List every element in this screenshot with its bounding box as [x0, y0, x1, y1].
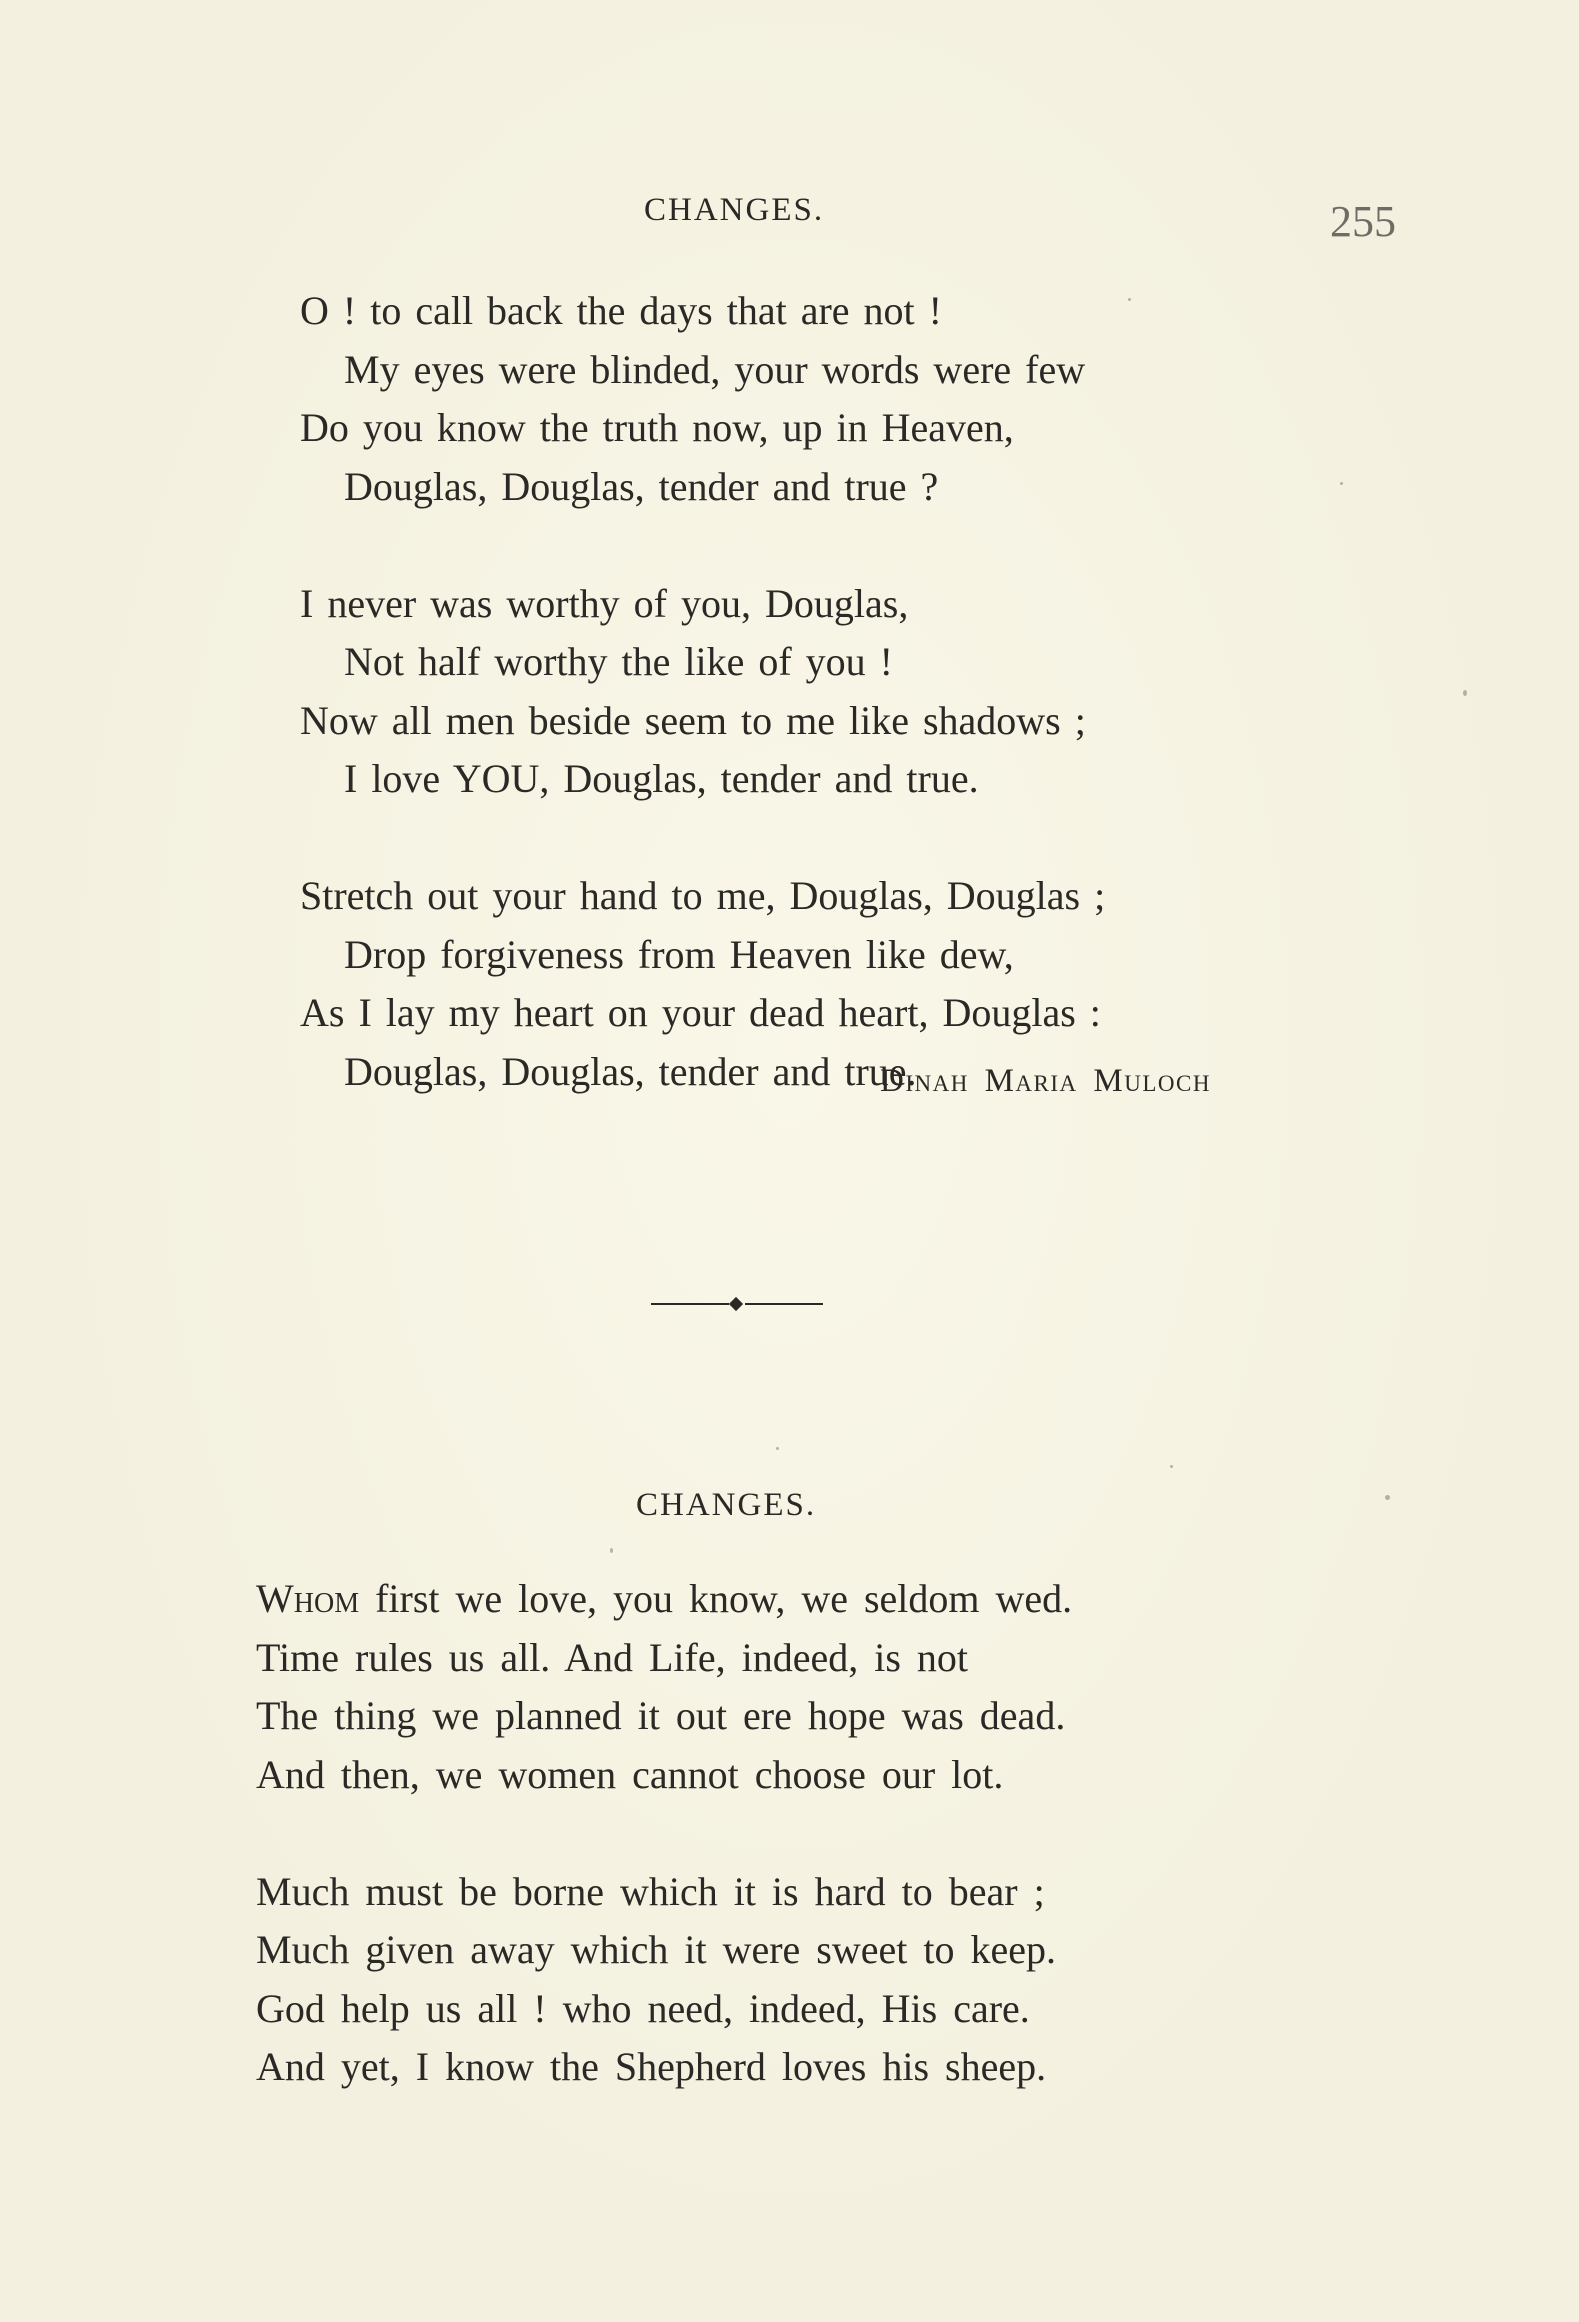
poem-line: Drop forgiveness from Heaven like dew,: [344, 931, 1014, 977]
stanza-break: [300, 809, 1105, 868]
poem-line: And yet, I know the Shepherd loves his sheep.: [256, 2044, 1047, 2089]
stanza-break: [256, 1804, 1072, 1863]
poem-first-word: Whom: [256, 1576, 360, 1621]
poem-line: Time rules us all. And Life, indeed, is not: [256, 1634, 969, 1680]
divider-rule-right: [745, 1303, 823, 1305]
poem-line: Much given away which it were sweet to keep.: [256, 1927, 1056, 1972]
section-divider: [651, 1298, 823, 1310]
poem-line: God help us all ! who need, indeed, His care.: [256, 1985, 1030, 2031]
paper-speck: [1463, 690, 1467, 696]
paper-speck: [776, 1447, 779, 1450]
divider-rule-left: [651, 1303, 729, 1305]
poem-line: O ! to call back the days that are not !: [300, 288, 942, 333]
poem-line: I love YOU, Douglas, tender and true.: [344, 756, 979, 801]
poem-line: I never was worthy of you, Douglas,: [300, 580, 909, 626]
poem-line: And then, we women cannot choose our lot.: [256, 1751, 1004, 1797]
author-signature: Dinah Maria Muloch: [880, 1063, 1211, 1099]
poem-line: Much must be borne which it is hard to bear ;: [256, 1868, 1045, 1914]
poem-line: [256, 1570, 1072, 1629]
poem-line: My eyes were blinded, your words were few: [344, 346, 1086, 392]
paper-speck: [610, 1548, 613, 1553]
paper-speck: [1170, 1465, 1173, 1468]
poem-line: Stretch out your hand to me, Douglas, Douglas ;: [300, 873, 1106, 918]
poem-line: Not half worthy the like of you !: [344, 639, 893, 684]
poem-line: Do you know the truth now, up in Heaven,: [300, 405, 1014, 450]
paper-speck: [1385, 1495, 1390, 1500]
poem-line: Now all men beside seem to me like shadows ;: [300, 697, 1086, 743]
stanza-break: [300, 516, 1105, 575]
divider-diamond-icon: [729, 1297, 743, 1311]
poem-line: The thing we planned it out ere hope was dead.: [256, 1693, 1066, 1738]
poem-line: As I lay my heart on your dead heart, Douglas :: [300, 990, 1101, 1035]
poem-title: CHANGES.: [636, 1487, 817, 1523]
poem-douglas: [300, 282, 1105, 1101]
page-number: 255: [1330, 197, 1396, 246]
poem-line: Douglas, Douglas, tender and true ?: [344, 463, 939, 509]
poem-line: Douglas, Douglas, tender and true.: [344, 1048, 917, 1094]
poem-line-rest: first we love, you know, we seldom wed.: [359, 1576, 1073, 1621]
paper-speck: [1128, 298, 1131, 301]
paper-speck: [1340, 482, 1343, 485]
poem-changes: [256, 1570, 1072, 2097]
running-title: CHANGES.: [644, 192, 825, 228]
